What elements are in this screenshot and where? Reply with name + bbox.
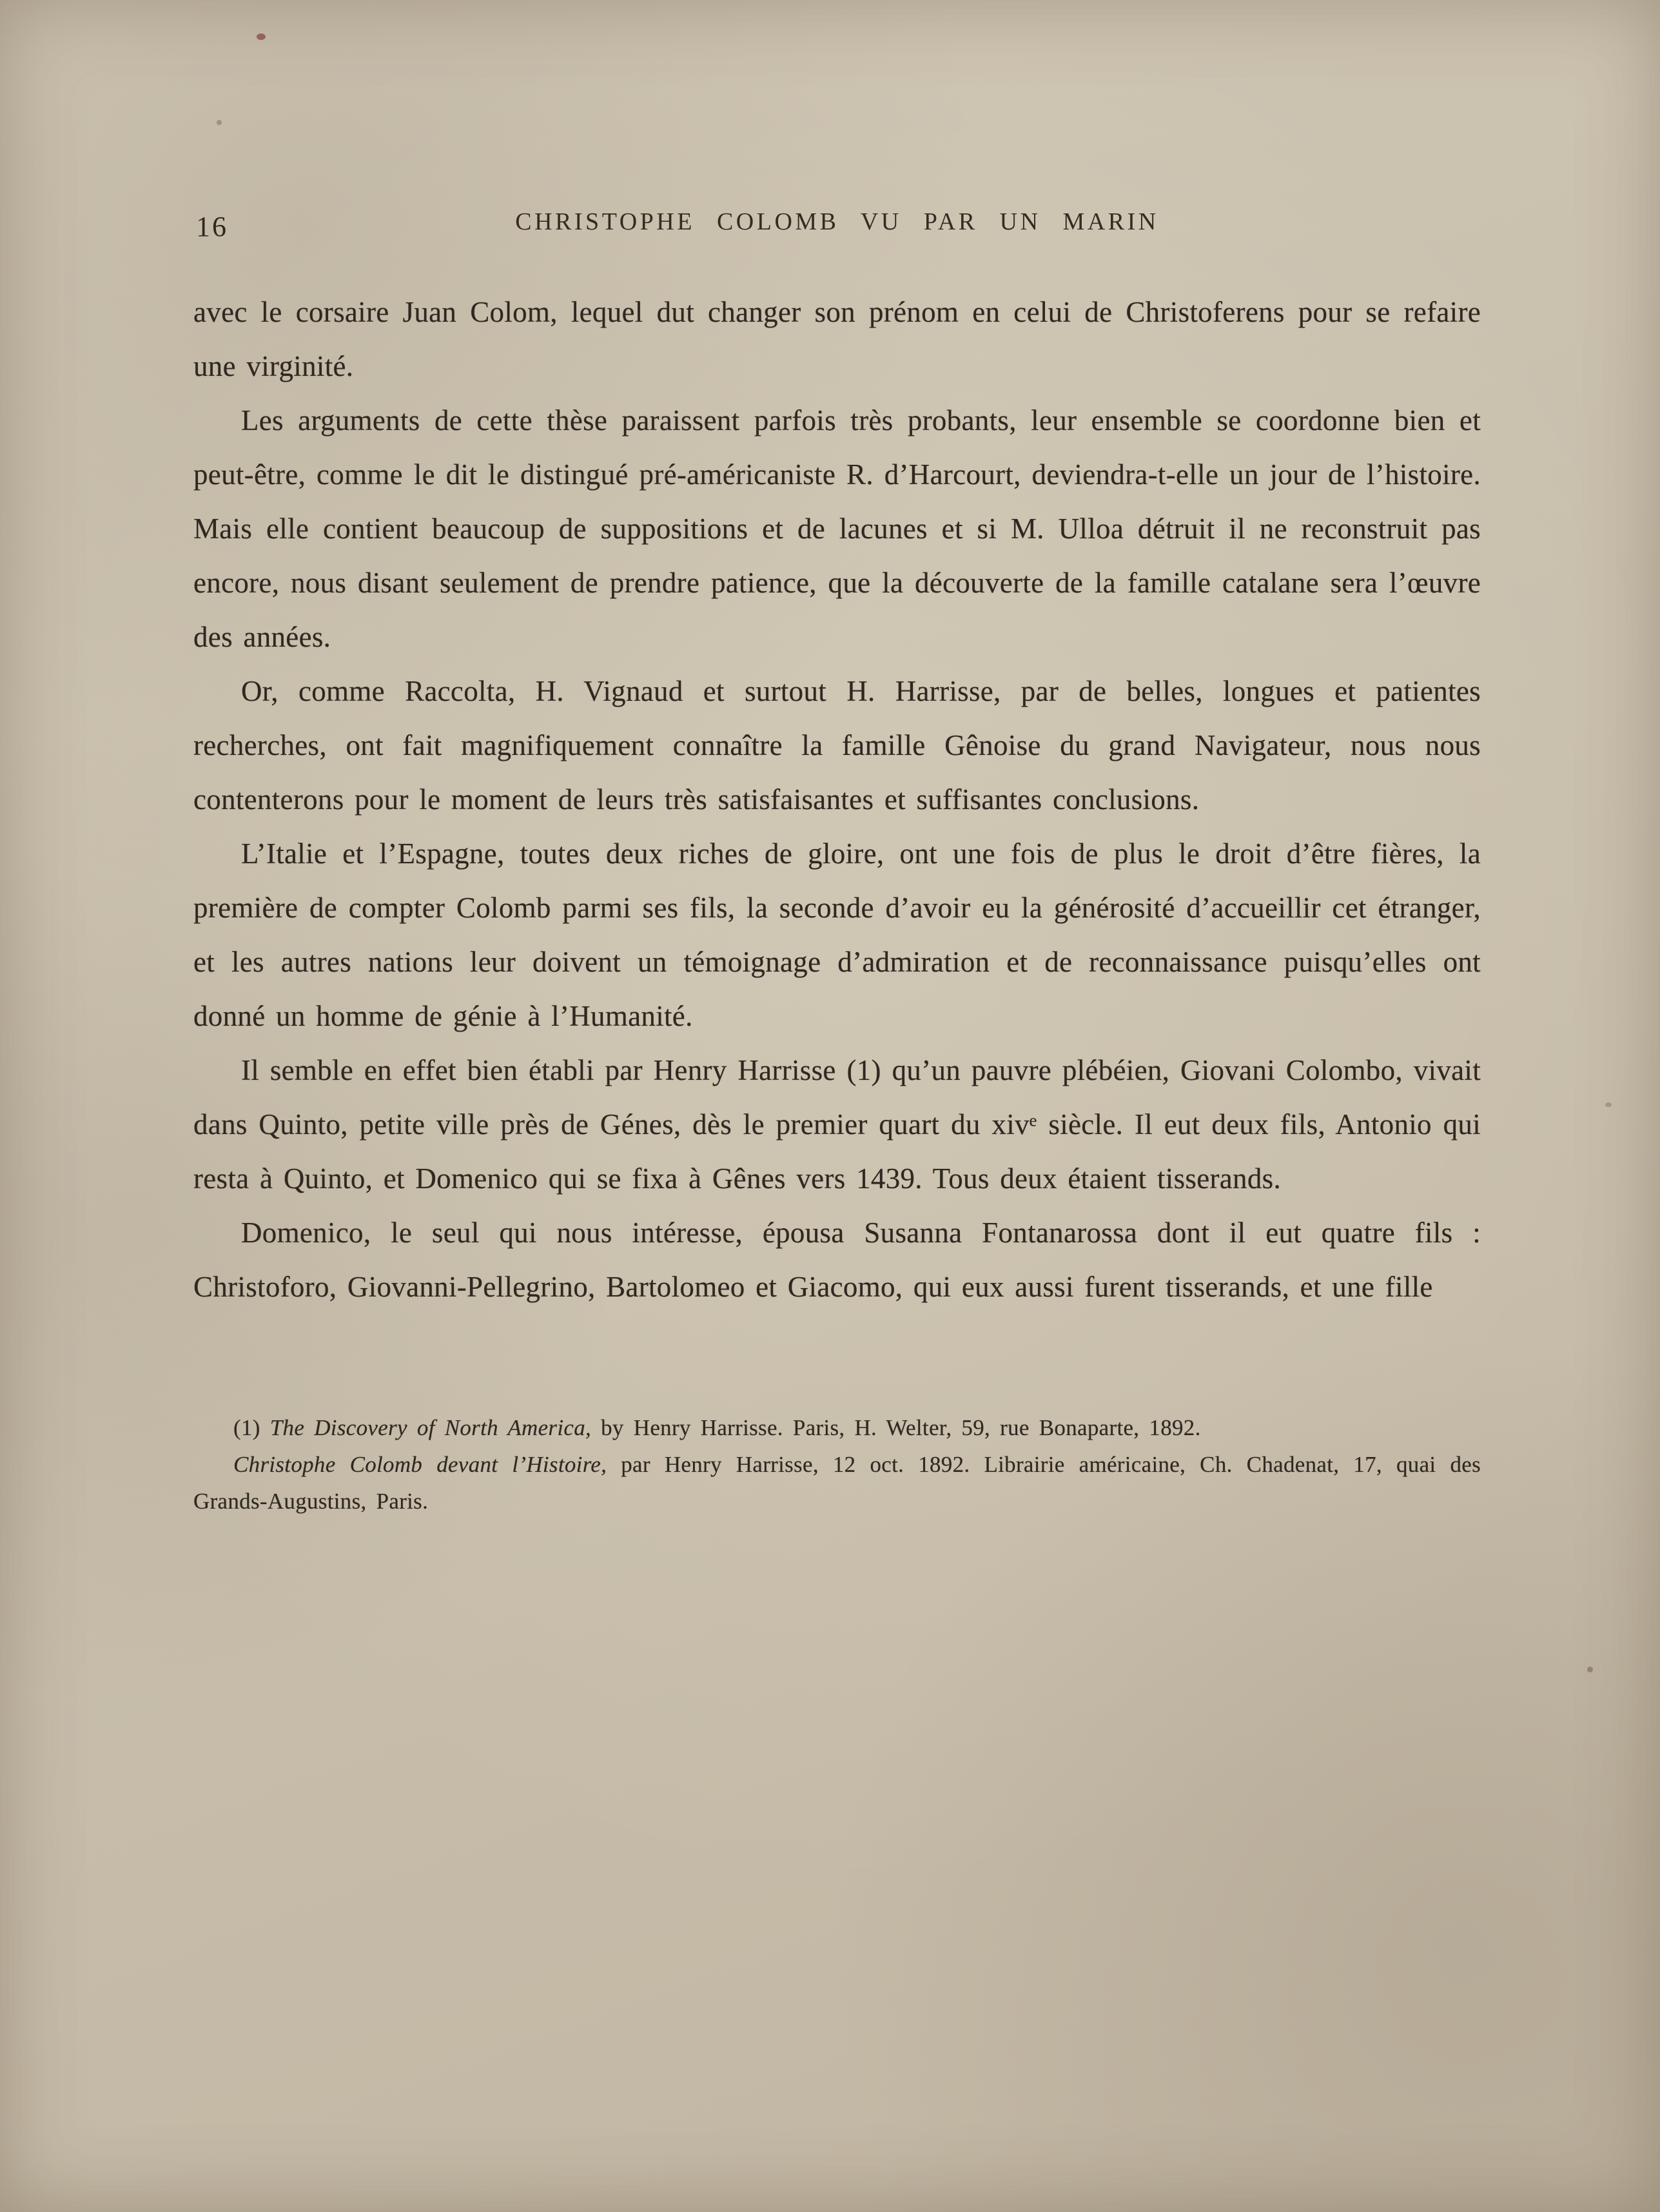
- paragraph: Or, comme Raccolta, H. Vignaud et surtout H. Harrisse, par de belles, longues et patientes recherches, ont fait magnifiquement connaître la famille Gênoise du grand Navigateur, nous nous contenterons pour le moment de leurs très satisfaisantes et suffisantes conclusions.: [193, 675, 1481, 816]
- footnote-text: par Henry Harrisse, 12 oct. 1892. Librairie américaine, Ch. Chadenat, 17, quai des Grands-Augustins, Paris.: [193, 1452, 1481, 1514]
- paragraph-continuation: avec le corsaire Juan Colom, lequel dut changer son prénom en celui de Christoferens pour se refaire une virginité.: [193, 296, 1481, 382]
- paper-speck: [217, 120, 222, 125]
- footnote-work-title: The Discovery of North America,: [269, 1415, 592, 1440]
- paragraph: Il semble en effet bien établi par Henry Harrisse (1) qu’un pauvre plébéien, Giovani Colombo, vivait dans Quinto, petite ville près de Génes, dès le premier quart du xivᵉ siècle. Il eut deux fils, Antonio qui resta à Quinto, et Domenico qui se fixa à Gênes vers 1439. Tous deux étaient tisserands.: [193, 1054, 1481, 1195]
- paper-speck: [1587, 1667, 1593, 1672]
- running-title: CHRISTOPHE COLOMB VU PAR UN MARIN: [515, 208, 1159, 235]
- paper-speck: [1605, 1102, 1612, 1107]
- paragraph: Les arguments de cette thèse paraissent parfois très probants, leur ensemble se coordonne bien et peut-être, comme le dit le distingué pré-américaniste R. d’Harcourt, deviendra-t-elle un jour de l’histoire. Mais elle contient beaucoup de suppositions et de lacunes et si M. Ulloa détruit il ne reconstruit pas encore, nous disant seulement de prendre patience, que la découverte de la famille catalane sera l’œuvre des années.: [193, 404, 1481, 653]
- footnote: [193, 1409, 1481, 1446]
- paragraph: L’Italie et l’Espagne, toutes deux riches de gloire, ont une fois de plus le droit d’être fières, la première de compter Colomb parmi ses fils, la seconde d’avoir eu la générosité d’accueillir cet étranger, et les autres nations leur doivent un témoignage d’admiration et de reconnaissance puisqu’elles ont donné un homme de génie à l’Humanité.: [193, 837, 1481, 1032]
- body-text: [193, 285, 1481, 1314]
- paper-speck: [257, 34, 266, 40]
- footnotes-section: [193, 1409, 1481, 1520]
- footnote-text: by Henry Harrisse. Paris, H. Welter, 59, rue Bonaparte, 1892.: [591, 1415, 1201, 1440]
- footnote: [193, 1446, 1481, 1520]
- page-header: [193, 208, 1481, 248]
- paragraph: Domenico, le seul qui nous intéresse, épousa Susanna Fontanarossa dont il eut quatre fils : Christoforo, Giovanni-Pellegrino, Bartolomeo et Giacomo, qui eux aussi furent tisserands, et une fille: [193, 1217, 1481, 1303]
- footnote-work-title: Christophe Colomb devant l’Histoire,: [233, 1452, 607, 1477]
- footnote-marker: (1): [233, 1415, 270, 1440]
- page-number: 16: [196, 211, 228, 242]
